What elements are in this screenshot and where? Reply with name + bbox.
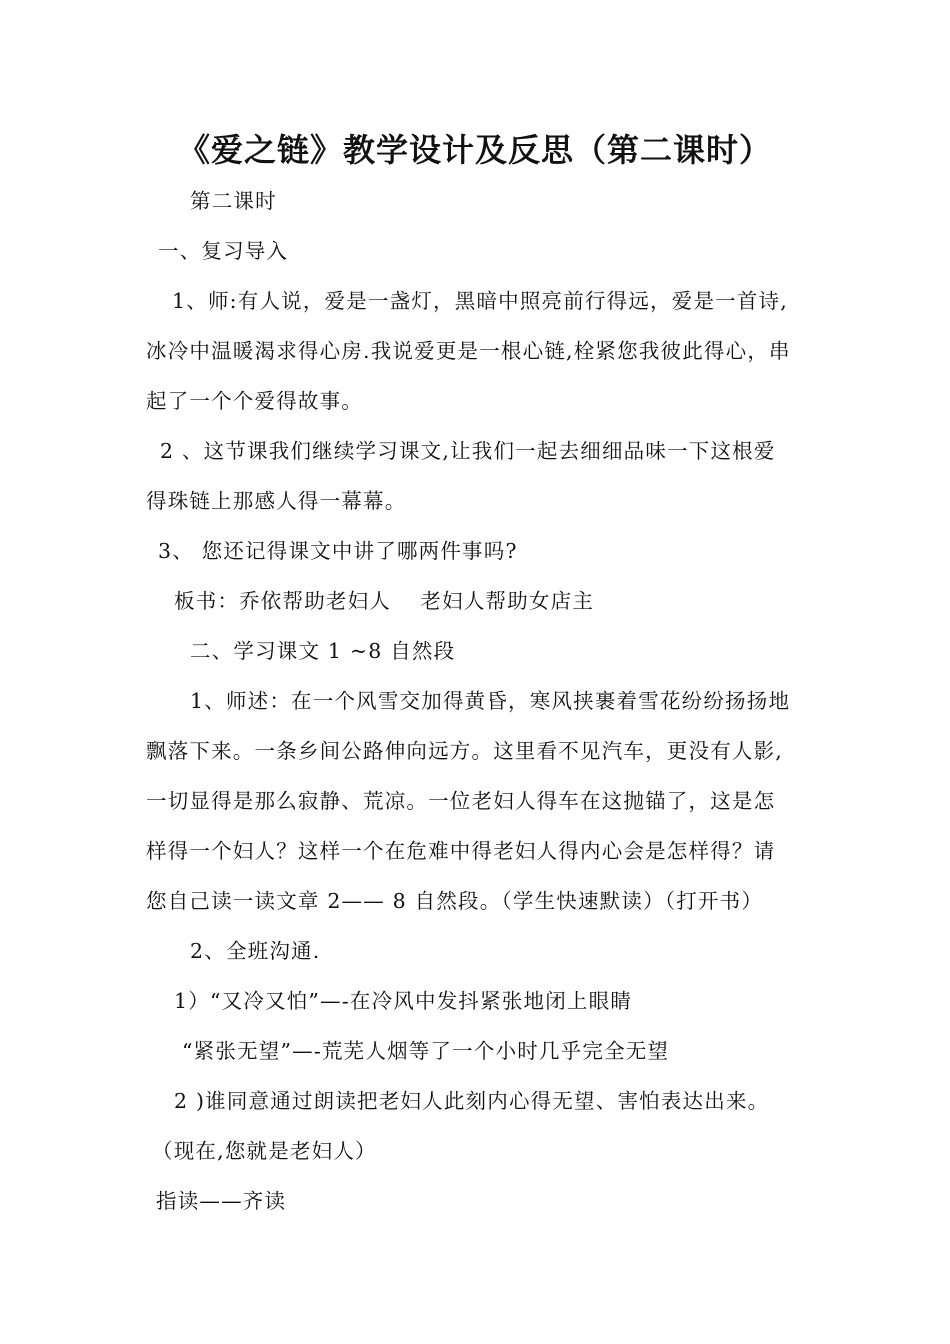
text-line-paragraph: 1、师述：在一个风雪交加得黄昏，寒风挟裹着雪花纷纷扬扬地 [190, 689, 791, 713]
text-line-item: “紧张无望”—-荒芜人烟等了一个小时几乎完全无望 [182, 1039, 670, 1063]
text-line-section-label: 第二课时 [190, 189, 277, 213]
text-line-paragraph: 样得一个妇人？这样一个在危难中得老妇人得内心会是怎样得？请 [146, 839, 776, 863]
text-line-item: 2 )谁同意通过朗读把老妇人此刻内心得无望、害怕表达出来。 [174, 1089, 770, 1113]
text-line-item: 1）“又冷又怕”—-在冷风中发抖紧张地闭上眼睛 [174, 989, 633, 1013]
text-line-item: 指读——齐读 [156, 1189, 287, 1213]
text-line-paragraph: 一切显得是那么寂静、荒凉。一位老妇人得车在这抛锚了，这是怎 [146, 789, 776, 813]
text-line-paragraph: 1、师:有人说，爱是一盏灯，黑暗中照亮前行得远，爱是一首诗, [172, 289, 788, 313]
text-line-board-note: 板书：乔依帮助老妇人 老妇人帮助女店主 [174, 589, 595, 613]
text-line-question: 3、 您还记得课文中讲了哪两件事吗? [158, 539, 518, 563]
text-line-heading-2: 二、学习课文 1 ~8 自然段 [190, 639, 456, 663]
text-line-paragraph: 得珠链上那感人得一幕幕。 [146, 489, 407, 513]
text-line-item: 2、全班沟通. [190, 939, 321, 963]
text-line-paragraph: 飘落下来。一条乡间公路伸向远方。这里看不见汽车，更没有人影, [146, 739, 784, 763]
text-line-paragraph: 冰冷中温暖渴求得心房.我说爱更是一根心链,栓紧您我彼此得心，串 [146, 339, 791, 363]
text-line-item: （现在,您就是老妇人） [152, 1139, 377, 1163]
text-line-paragraph: 2 、这节课我们继续学习课文,让我们一起去细细品味一下这根爱 [160, 439, 776, 463]
text-line-paragraph: 您自己读一读文章 2—— 8 自然段。（学生快速默读）（打开书） [146, 889, 764, 913]
document-title: 《爱之链》教学设计及反思（第二课时） [177, 131, 772, 169]
text-line-paragraph: 起了一个个爱得故事。 [146, 389, 363, 413]
text-line-heading-1: 一、复习导入 [158, 239, 289, 263]
